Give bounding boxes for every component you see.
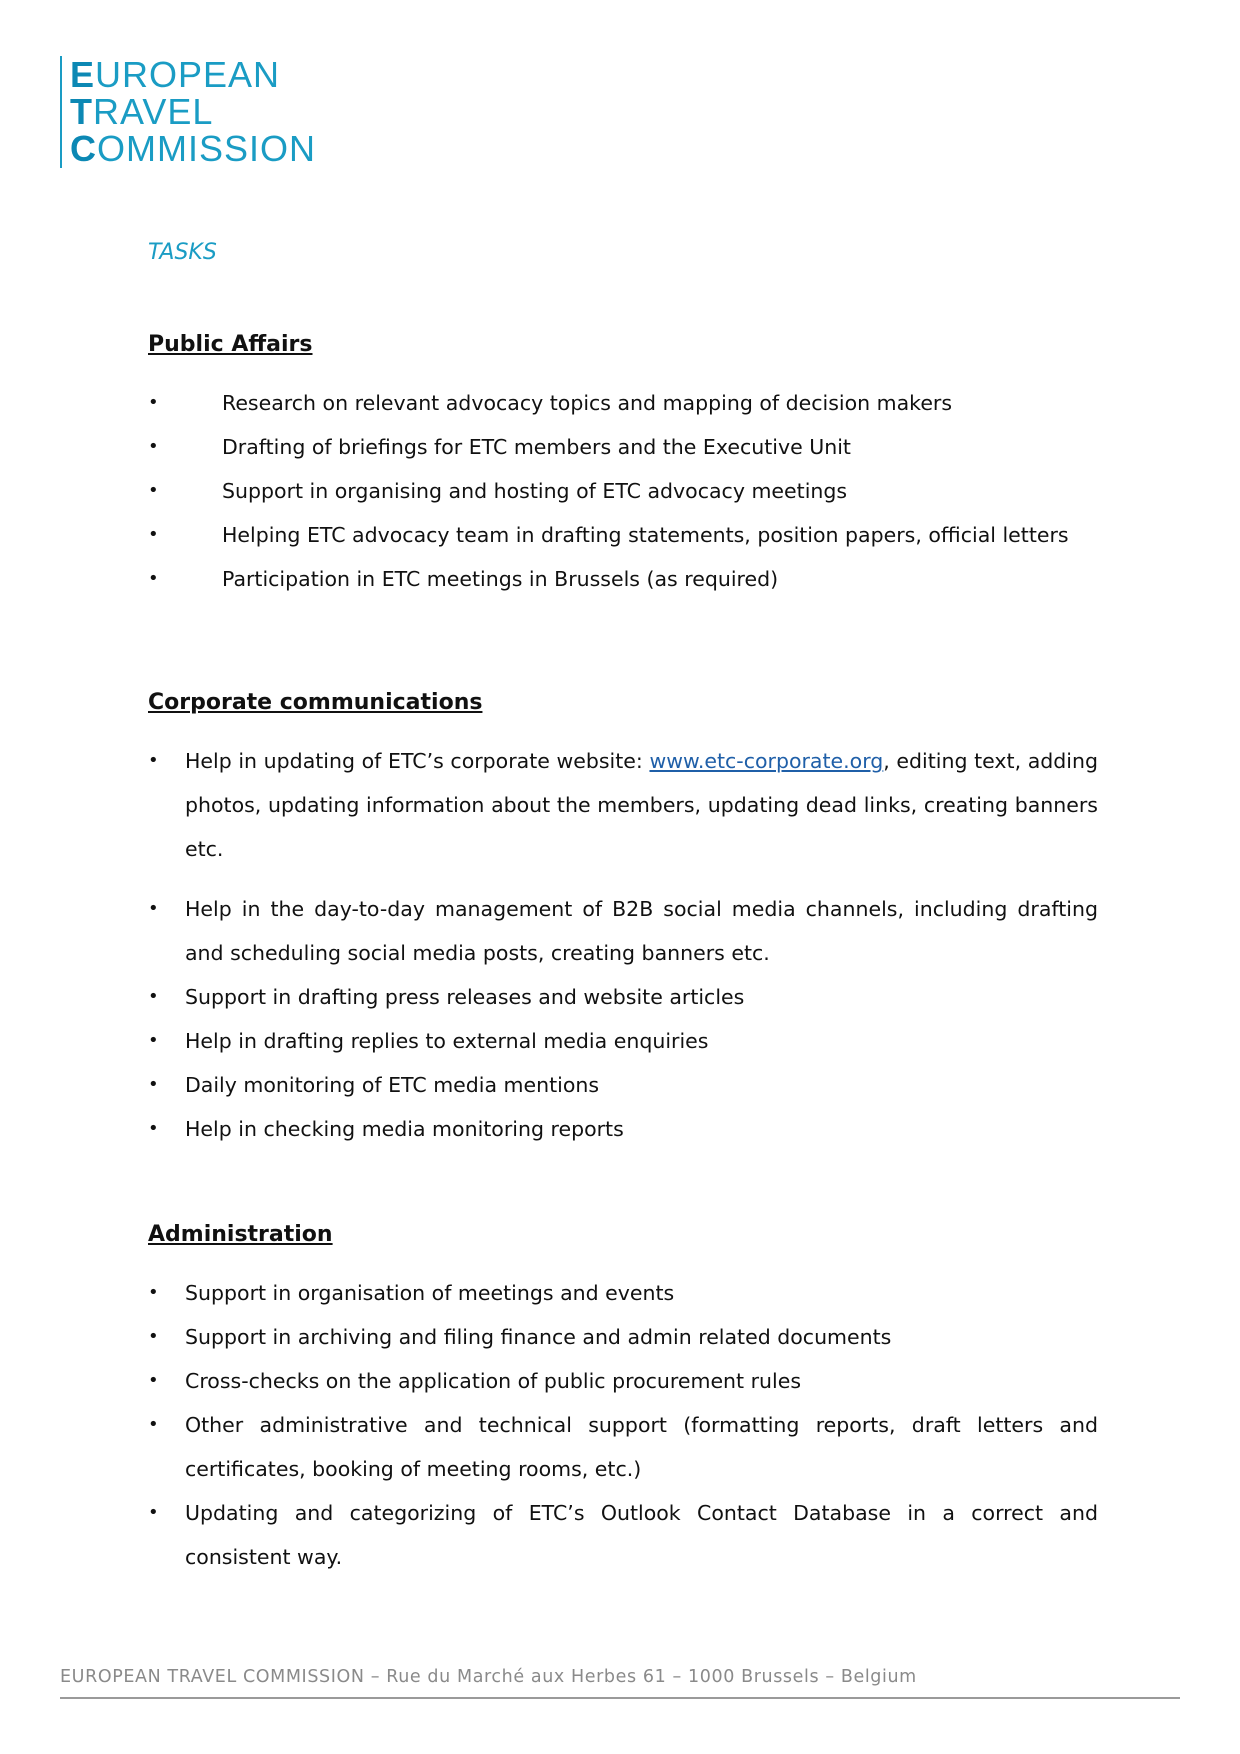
list-item: • Helping ETC advocacy team in drafting statements, position papers, official letters bbox=[148, 513, 1098, 557]
administration-section bbox=[148, 1220, 1098, 1579]
list-item: • Participation in ETC meetings in Brussels (as required) bbox=[148, 557, 1098, 601]
corporate-communications-list bbox=[148, 739, 1098, 1151]
list-item: • Drafting of briefings for ETC members and the Executive Unit bbox=[148, 425, 1098, 469]
list-item: • Other administrative and technical support (formatting reports, draft letters and certificates, booking of meeting rooms, etc.) bbox=[148, 1403, 1098, 1491]
bullet-icon: • bbox=[148, 568, 159, 589]
bullet-icon: • bbox=[148, 898, 159, 919]
footer-address: EUROPEAN TRAVEL COMMISSION – Rue du Marché aux Herbes 61 – 1000 Brussels – Belgium bbox=[60, 1667, 917, 1687]
tasks-heading: TASKS bbox=[148, 240, 217, 265]
list-item: • Support in organising and hosting of ETC advocacy meetings bbox=[148, 469, 1098, 513]
administration-list bbox=[148, 1271, 1098, 1579]
bullet-icon: • bbox=[148, 392, 159, 413]
public-affairs-section bbox=[148, 330, 1098, 601]
bullet-icon: • bbox=[148, 1282, 159, 1303]
list-item: • Support in organisation of meetings and events bbox=[148, 1271, 1098, 1315]
list-item: • Help in checking media monitoring reports bbox=[148, 1107, 1098, 1151]
bullet-icon: • bbox=[148, 1118, 159, 1139]
footer-divider bbox=[60, 1697, 1180, 1699]
section-title: Public Affairs bbox=[148, 332, 313, 357]
section-title: Corporate communications bbox=[148, 690, 483, 715]
list-item: • Updating and categorizing of ETC’s Outlook Contact Database in a correct and consistent way. bbox=[148, 1491, 1098, 1579]
list-item: • Support in drafting press releases and website articles bbox=[148, 975, 1098, 1019]
bullet-icon: • bbox=[148, 986, 159, 1007]
list-item: • Help in updating of ETC’s corporate website: www.etc-corporate.org, editing text, adding photos, updating information about the members, updating dead links, creating banners etc. bbox=[148, 739, 1098, 871]
bullet-icon: • bbox=[148, 1030, 159, 1051]
bullet-icon: • bbox=[148, 1074, 159, 1095]
logo-line-travel: TRAVEL bbox=[70, 91, 214, 132]
logo-line-commission: COMMISSION bbox=[70, 128, 317, 169]
etc-logo bbox=[60, 56, 316, 168]
bullet-icon: • bbox=[148, 1502, 159, 1523]
bullet-icon: • bbox=[148, 750, 159, 771]
logo-line-european: EUROPEAN bbox=[70, 54, 281, 95]
bullet-icon: • bbox=[148, 524, 159, 545]
bullet-icon: • bbox=[148, 1370, 159, 1391]
public-affairs-list bbox=[148, 381, 1098, 601]
bullet-icon: • bbox=[148, 480, 159, 501]
bullet-icon: • bbox=[148, 1414, 159, 1435]
list-item: • Support in archiving and filing finance and admin related documents bbox=[148, 1315, 1098, 1359]
bullet-icon: • bbox=[148, 1326, 159, 1347]
etc-corporate-website-link[interactable]: www.etc-corporate.org bbox=[649, 749, 884, 773]
corporate-communications-section bbox=[148, 688, 1098, 1151]
list-item: • Daily monitoring of ETC media mentions bbox=[148, 1063, 1098, 1107]
bullet-icon: • bbox=[148, 436, 159, 457]
list-item: • Help in the day-to-day management of B2B social media channels, including drafting and scheduling social media posts, creating banners etc. bbox=[148, 887, 1098, 975]
list-item: • Research on relevant advocacy topics and mapping of decision makers bbox=[148, 381, 1098, 425]
section-title: Administration bbox=[148, 1222, 333, 1247]
list-item: • Cross-checks on the application of public procurement rules bbox=[148, 1359, 1098, 1403]
list-item: • Help in drafting replies to external media enquiries bbox=[148, 1019, 1098, 1063]
